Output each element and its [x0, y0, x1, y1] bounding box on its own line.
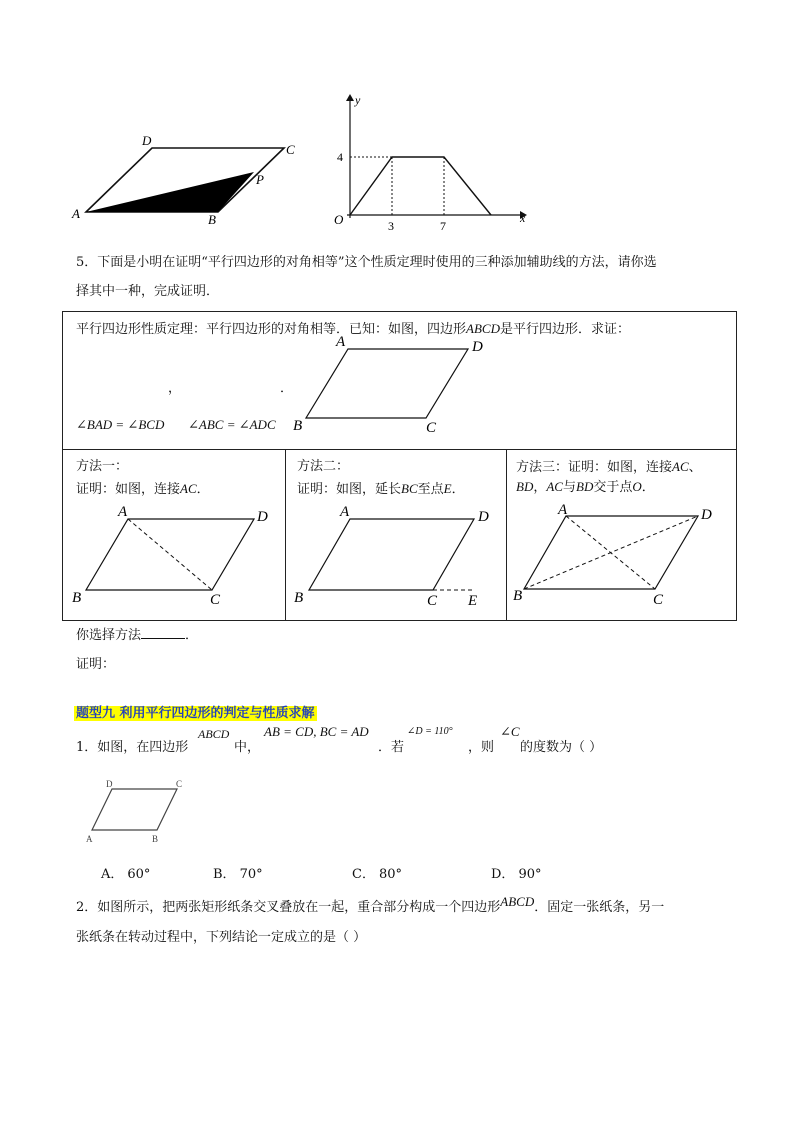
- method3-line1-seg: AC: [672, 459, 689, 474]
- method2-text-body: 证明：如图，延长: [297, 482, 402, 497]
- q1-parallelogram: [92, 789, 177, 830]
- method1-parallelogram: [86, 519, 254, 590]
- method3-label-d: D: [701, 507, 712, 523]
- x-tick-3: 3: [388, 219, 394, 233]
- method2-parallelogram: [309, 519, 474, 590]
- method2-text2: 至点: [417, 482, 444, 497]
- q1-label-b: B: [152, 834, 159, 844]
- q1-option-b-letter: B．: [213, 867, 236, 882]
- graph-line: [350, 157, 491, 215]
- method2-text: [297, 480, 465, 499]
- label-p: P: [256, 172, 264, 187]
- method3-mid: 与: [562, 480, 576, 495]
- q5-line2: 择其中一种，完成证明．: [76, 284, 220, 299]
- shaded-triangle: [86, 172, 254, 212]
- q1-option-c-value: 80°: [378, 867, 402, 882]
- method3-line1-end: 、: [688, 460, 702, 475]
- given-eq1: ∠BAD = ∠BCD: [76, 417, 165, 432]
- q2-line1: [76, 894, 665, 917]
- q5-line1: 5．下面是小明在证明“平行四边形的对角相等”这个性质定理时使用的三种添加辅助线的方法，请你选: [76, 255, 657, 270]
- method1-text-body: 证明：如图，连接: [76, 482, 181, 497]
- q1-option-c-letter: C．: [352, 867, 375, 882]
- q1-ruo: ．若: [378, 740, 405, 755]
- top-label-a: A: [336, 334, 346, 350]
- y-axis-label: y: [355, 93, 361, 107]
- choose-text: 你选择方法: [76, 628, 142, 643]
- top-label-b: B: [293, 418, 303, 434]
- q1-angle-d: ∠D = 110°: [407, 726, 453, 737]
- q1-suffix: 的度数为（ ）: [520, 740, 603, 755]
- method3-figure: [510, 500, 735, 610]
- method1-title: 方法一：: [76, 459, 129, 474]
- top-label-c: C: [426, 420, 437, 436]
- method1-seg: AC: [180, 481, 197, 496]
- method3-seg-bd2: BD: [576, 479, 594, 494]
- method3-line1-text: 方法三：证明：如图，连接: [516, 460, 673, 475]
- given-eq2: ∠ABC = ∠ADC: [188, 417, 276, 432]
- proof-label: 证明：: [76, 657, 116, 672]
- method1-label-b: B: [72, 590, 82, 606]
- method1-label-a: A: [118, 504, 128, 520]
- q1-label-c: C: [176, 779, 183, 789]
- q1-option-a[interactable]: [101, 866, 150, 884]
- method3-seg-ac: AC: [546, 479, 563, 494]
- theorem-text-after: 是平行四边形．求证：: [499, 322, 630, 337]
- section-heading: [74, 703, 317, 723]
- top-parallelogram-figure: [290, 334, 500, 434]
- method2-seg: BC: [401, 481, 418, 496]
- y-tick-4: 4: [337, 150, 343, 164]
- theorem-quad: ABCD: [466, 321, 500, 336]
- method2-label-e: E: [468, 593, 478, 609]
- method2-label-b: B: [294, 590, 304, 606]
- origin-label: O: [334, 212, 344, 227]
- q1-label-d: D: [106, 779, 113, 789]
- q1-option-d-letter: D．: [491, 867, 515, 882]
- q1-figure: [82, 776, 197, 850]
- method1-text: [76, 480, 210, 499]
- label-d: D: [142, 133, 152, 148]
- theorem-text-before: 平行四边形性质定理：平行四边形的对角相等．已知：如图，四边形: [76, 322, 467, 337]
- q2-quad: ABCD: [500, 894, 535, 909]
- blank-period: ．: [280, 381, 294, 396]
- choose-end: ．: [185, 628, 199, 643]
- q2-line1-after: ．固定一张纸条，另一: [534, 900, 665, 915]
- method2-end: ．: [451, 482, 465, 497]
- method3-diagonal-bd: [524, 516, 698, 589]
- q1-option-d[interactable]: [491, 866, 541, 884]
- parallelogram-shaded-figure: [60, 130, 320, 230]
- method1-label-c: C: [210, 592, 221, 608]
- top-parallelogram: [306, 349, 468, 418]
- x-axis-label: x: [520, 211, 526, 225]
- method3-label-b: B: [513, 588, 523, 604]
- method1-diagonal-ac: [128, 519, 212, 590]
- choose-method: [76, 626, 198, 645]
- q1-mid: 中，: [234, 740, 261, 755]
- q1-ze: ，则: [468, 740, 495, 755]
- method2-label-a: A: [340, 504, 350, 520]
- q1-angle-c: ∠C: [500, 724, 520, 739]
- method1-figure: [66, 500, 276, 610]
- y-axis-arrow: [346, 94, 354, 101]
- method3-line1: [516, 458, 702, 477]
- method2-label-c: C: [427, 593, 438, 609]
- q1-quad: ABCD: [198, 727, 230, 741]
- q1-option-a-letter: A．: [101, 867, 124, 882]
- q2-line1-before: 2．如图所示，把两张矩形纸条交叉叠放在一起，重合部分构成一个四边形: [76, 900, 501, 915]
- method1-end: ．: [196, 482, 210, 497]
- q1-label-a: A: [86, 834, 93, 844]
- x-tick-7: 7: [440, 219, 446, 233]
- method3-line2: [516, 478, 655, 497]
- method2-title: 方法二：: [297, 459, 350, 474]
- q2-line2: 张纸条在转动过程中，下列结论一定成立的是（ ）: [76, 930, 367, 945]
- method3-sep: ，: [533, 480, 547, 495]
- label-a: A: [72, 206, 80, 221]
- q1-cond: AB = CD, BC = AD: [264, 724, 369, 739]
- q1-option-b[interactable]: [213, 866, 263, 884]
- section-heading-text: 题型九 利用平行四边形的判定与性质求解: [76, 706, 315, 721]
- method3-label-a: A: [558, 502, 568, 518]
- q1-prefix: 1．如图，在四边形: [76, 740, 189, 755]
- label-b: B: [208, 212, 216, 227]
- method1-label-d: D: [257, 509, 268, 525]
- function-graph: [325, 90, 535, 233]
- method2-pt: E: [443, 481, 452, 496]
- q1-option-c[interactable]: [352, 866, 402, 884]
- q1-option-a-value: 60°: [127, 867, 151, 882]
- q1-option-b-value: 70°: [239, 867, 263, 882]
- blank-comma: ，: [168, 381, 182, 396]
- choose-blank[interactable]: [141, 626, 185, 639]
- method3-end: ．: [641, 480, 655, 495]
- method2-label-d: D: [478, 509, 489, 525]
- label-c: C: [286, 142, 295, 157]
- q1-option-d-value: 90°: [518, 867, 542, 882]
- method2-figure: [288, 500, 503, 612]
- method3-label-c: C: [653, 592, 664, 608]
- method3-seg-bd: BD: [516, 479, 534, 494]
- top-label-d: D: [472, 339, 483, 355]
- method3-text: 交于点: [593, 480, 633, 495]
- method3-pt: O: [632, 479, 642, 494]
